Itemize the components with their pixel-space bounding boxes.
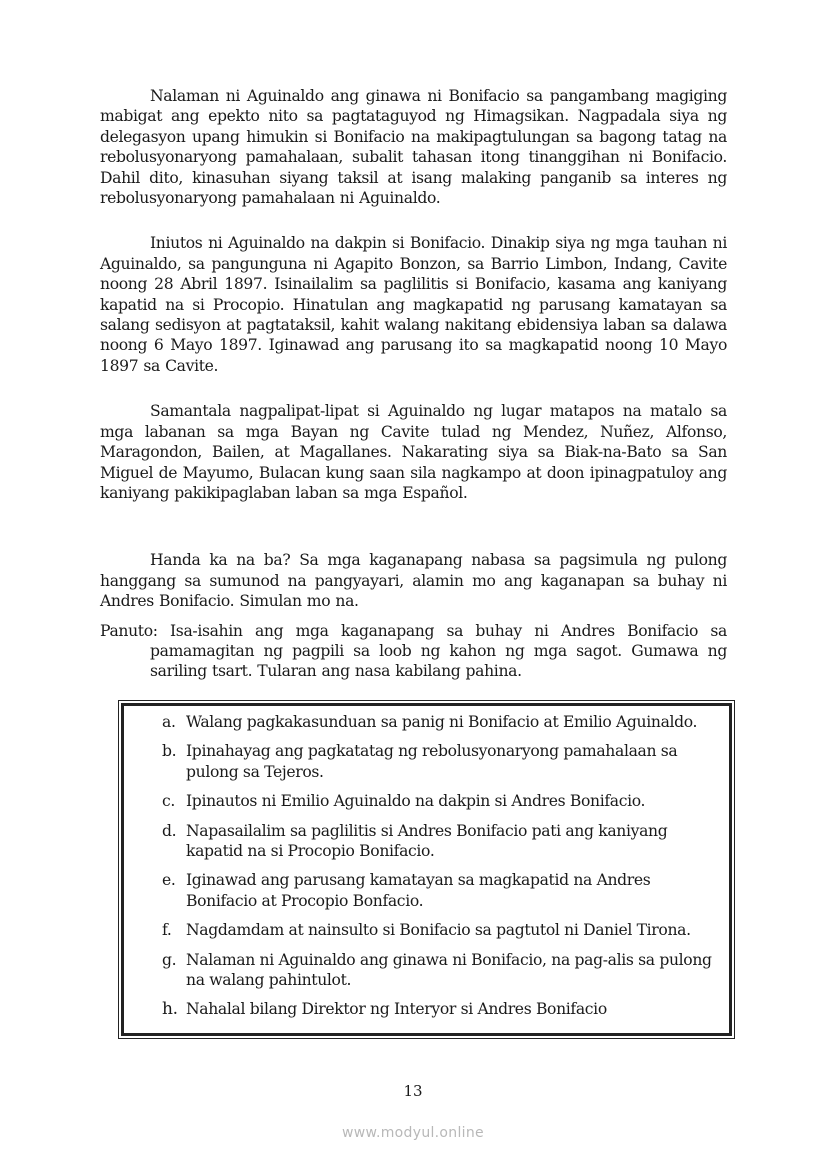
- choice-letter: e.: [162, 871, 176, 890]
- choices-list: [121, 703, 732, 1036]
- choice-text: Nagdamdam at nainsulto si Bonifacio sa pagtutol ni Daniel Tirona.: [186, 921, 691, 940]
- choice-letter: g.: [162, 950, 177, 969]
- watermark: www.modyul.online: [342, 1125, 484, 1141]
- paragraph-activity-intro: Handa ka na ba? Sa mga kaganapang nabasa sa pagsimula ng pulong hanggang sa sumunod na pangyayari, alamin mo ang kaganapan sa buhay ni Andres Bonifacio. Simulan mo na.: [100, 551, 727, 611]
- choice-text: Napasailalim sa paglilitis si Andres Bonifacio pati ang kaniyang kapatid na si Procopio Bonifacio.: [186, 821, 668, 861]
- choice-letter: a.: [162, 713, 176, 731]
- choice-item-h: [162, 999, 715, 1019]
- document-body: [100, 86, 727, 682]
- choice-text: Nahalal bilang Direktor ng Interyor si Andres Bonifacio: [186, 1000, 607, 1019]
- choice-item-e: [162, 870, 715, 911]
- choice-text: Ipinautos ni Emilio Aguinaldo na dakpin si Andres Bonifacio.: [186, 792, 646, 811]
- choice-item-b: [162, 741, 715, 782]
- paragraph-bonifacio-arrest: Iniutos ni Aguinaldo na dakpin si Bonifacio. Dinakip siya ng mga tauhan ni Aguinaldo, sa pangunguna ni Agapito Bonzon, sa Barrio Limbon, Indang, Cavite noong 28 Abril 1897. Isinailalim sa paglilitis si Bonifacio, kasama ang kaniyang kapatid na si Procopio. Hinatulan ang magkapatid ng parusang kamatayan sa salang sedisyon at pagtataksil, kahit walang nakitang ebidensiya laban sa dalawa noong 6 Mayo 1897. Iginawad ang parusang ito sa magkapatid noong 10 Mayo 1897 sa Cavite.: [100, 234, 727, 375]
- directions-text: Panuto: Isa-isahin ang mga kaganapang sa buhay ni Andres Bonifacio sa pamamagitan ng pagpili sa loob ng kahon ng mga sagot. Gumawa ng sariling tsart. Tularan ang nasa kabilang pahina.: [100, 621, 727, 681]
- choice-letter: f.: [162, 921, 172, 940]
- choice-item-f: [162, 920, 715, 940]
- choice-letter: h.: [162, 999, 178, 1020]
- choices-box: [118, 700, 735, 1039]
- choice-item-a: [162, 712, 715, 732]
- choice-text: Nalaman ni Aguinaldo ang ginawa ni Bonifacio, na pag-alis sa pulong na walang pahintulot.: [186, 950, 712, 990]
- choice-item-d: [162, 821, 715, 862]
- choice-text: Ipinahayag ang pagkatatag ng rebolusyonaryong pamahalaan sa pulong sa Tejeros.: [186, 742, 678, 781]
- choice-text: Iginawad ang parusang kamatayan sa magkapatid na Andres Bonifacio at Procopio Bonfacio.: [186, 871, 651, 910]
- choice-item-c: [162, 791, 715, 811]
- page-number: 13: [403, 1082, 423, 1100]
- paragraph-aguinaldo-learns: Nalaman ni Aguinaldo ang ginawa ni Bonifacio sa pangambang magiging mabigat ang epekto nito sa pagtataguyod ng Himagsikan. Nagpadala siya ng delegasyon upang himukin si Bonifacio na makipagtulungan sa bagong tatag na rebolusyonaryong pamahalaan, subalit tahasan itong tinanggihan ni Bonifacio. Dahil dito, kinasuhan siyang taksil at isang malaking panganib sa interes ng rebolusyonaryong pamahalaan ni Aguinaldo.: [100, 87, 727, 208]
- choice-letter: c.: [162, 792, 175, 811]
- choice-letter: b.: [162, 742, 177, 761]
- choice-item-g: [162, 950, 715, 991]
- choice-letter: d.: [162, 821, 177, 840]
- choice-text: Walang pagkakasunduan sa panig ni Bonifacio at Emilio Aguinaldo.: [186, 713, 698, 731]
- paragraph-aguinaldo-retreat: Samantala nagpalipat-lipat si Aguinaldo ng lugar matapos na matalo sa mga labanan sa mga Bayan ng Cavite tulad ng Mendez, Nuñez, Alfonso, Maragondon, Bailen, at Magallanes. Nakarating siya sa Biak-na-Bato sa San Miguel de Mayumo, Bulacan kung saan sila nagkampo at doon ipinagpatuloy ang kaniyang pakikipaglaban laban sa mga Español.: [100, 402, 727, 502]
